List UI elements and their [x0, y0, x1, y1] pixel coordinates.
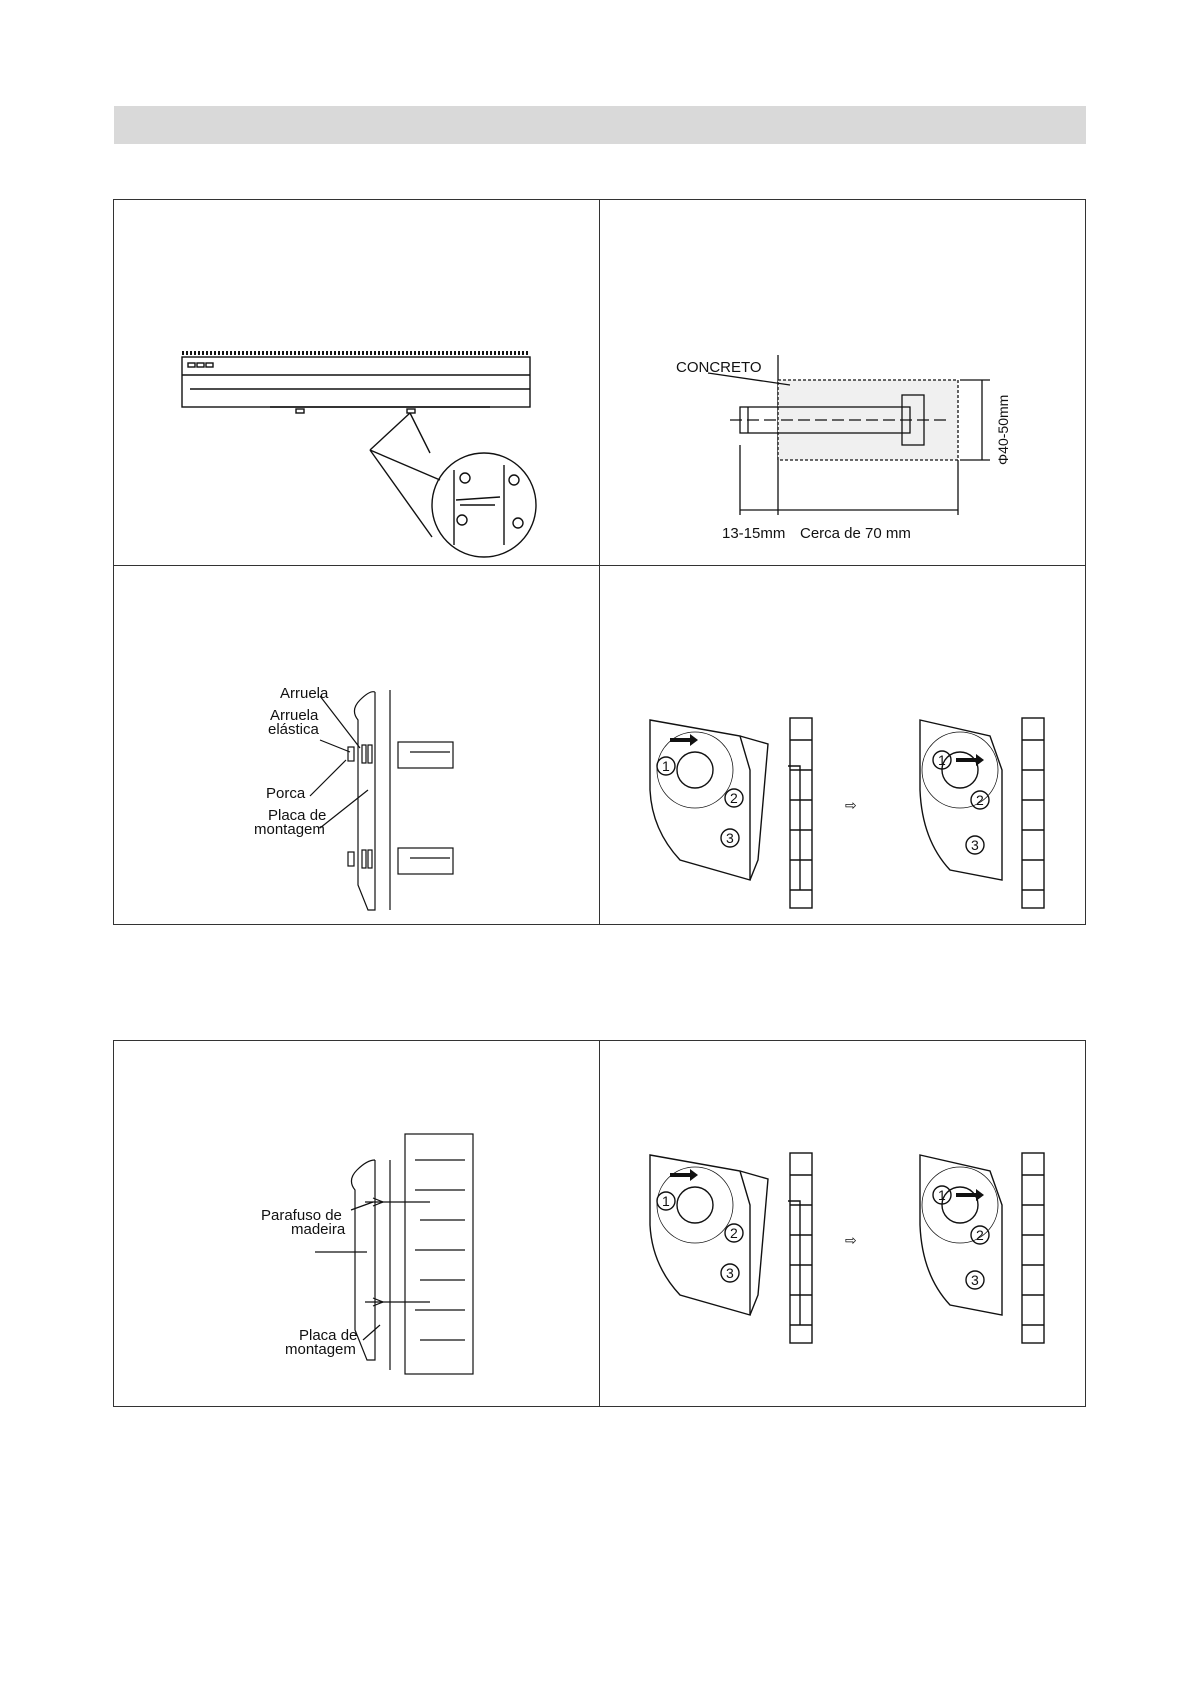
table-2-divider-v	[599, 1040, 600, 1407]
step-two-b: 2	[730, 1225, 738, 1241]
dim-13-15-label: 13-15mm	[722, 525, 786, 542]
diameter-label: Φ40-50mm	[995, 394, 1011, 465]
wood-screw-label-1: Parafuso de	[261, 1207, 342, 1224]
table-1-divider-v	[599, 199, 600, 925]
step-one: 1	[662, 758, 670, 774]
step-one-b: 1	[662, 1193, 670, 1209]
mounting-plate-wood-figure	[255, 1130, 515, 1380]
plate-label-1: Placa de	[268, 807, 327, 824]
section-header-bar	[114, 106, 1086, 144]
step-one-after: 1	[938, 752, 946, 768]
step-three-b: 3	[726, 1265, 734, 1281]
step-three-after-b: 3	[971, 1272, 979, 1288]
wood-plate-label-2: montagem	[285, 1341, 356, 1358]
spring-washer-label-1: Arruela	[270, 707, 319, 724]
transition-arrow-icon-b: ⇨	[845, 1232, 857, 1248]
step-two: 2	[730, 790, 738, 806]
step-three: 3	[726, 830, 734, 846]
plate-label-2: montagem	[254, 821, 325, 838]
transition-arrow-icon: ⇨	[845, 797, 857, 813]
nut-label: Porca	[266, 785, 306, 802]
mounting-plate-concrete-figure	[250, 680, 510, 920]
indoor-unit-figure	[170, 345, 550, 565]
wood-screw-label-2: madeira	[291, 1221, 346, 1238]
step-two-after: 2	[976, 792, 984, 808]
step-three-after: 3	[971, 837, 979, 853]
concrete-label: CONCRETO	[676, 359, 762, 376]
concrete-anchor-figure	[670, 345, 1030, 545]
table-1-divider-h	[113, 565, 1086, 566]
step-one-after-b: 1	[938, 1187, 946, 1203]
washer-label: Arruela	[280, 685, 329, 702]
hanging-steps-figure-1	[640, 710, 1060, 910]
dim-70mm-label: Cerca de 70 mm	[800, 525, 911, 542]
wood-plate-label-1: Placa de	[299, 1327, 358, 1344]
step-two-after-b: 2	[976, 1227, 984, 1243]
hanging-steps-figure-2	[640, 1145, 1060, 1345]
spring-washer-label-2: elástica	[268, 721, 319, 738]
